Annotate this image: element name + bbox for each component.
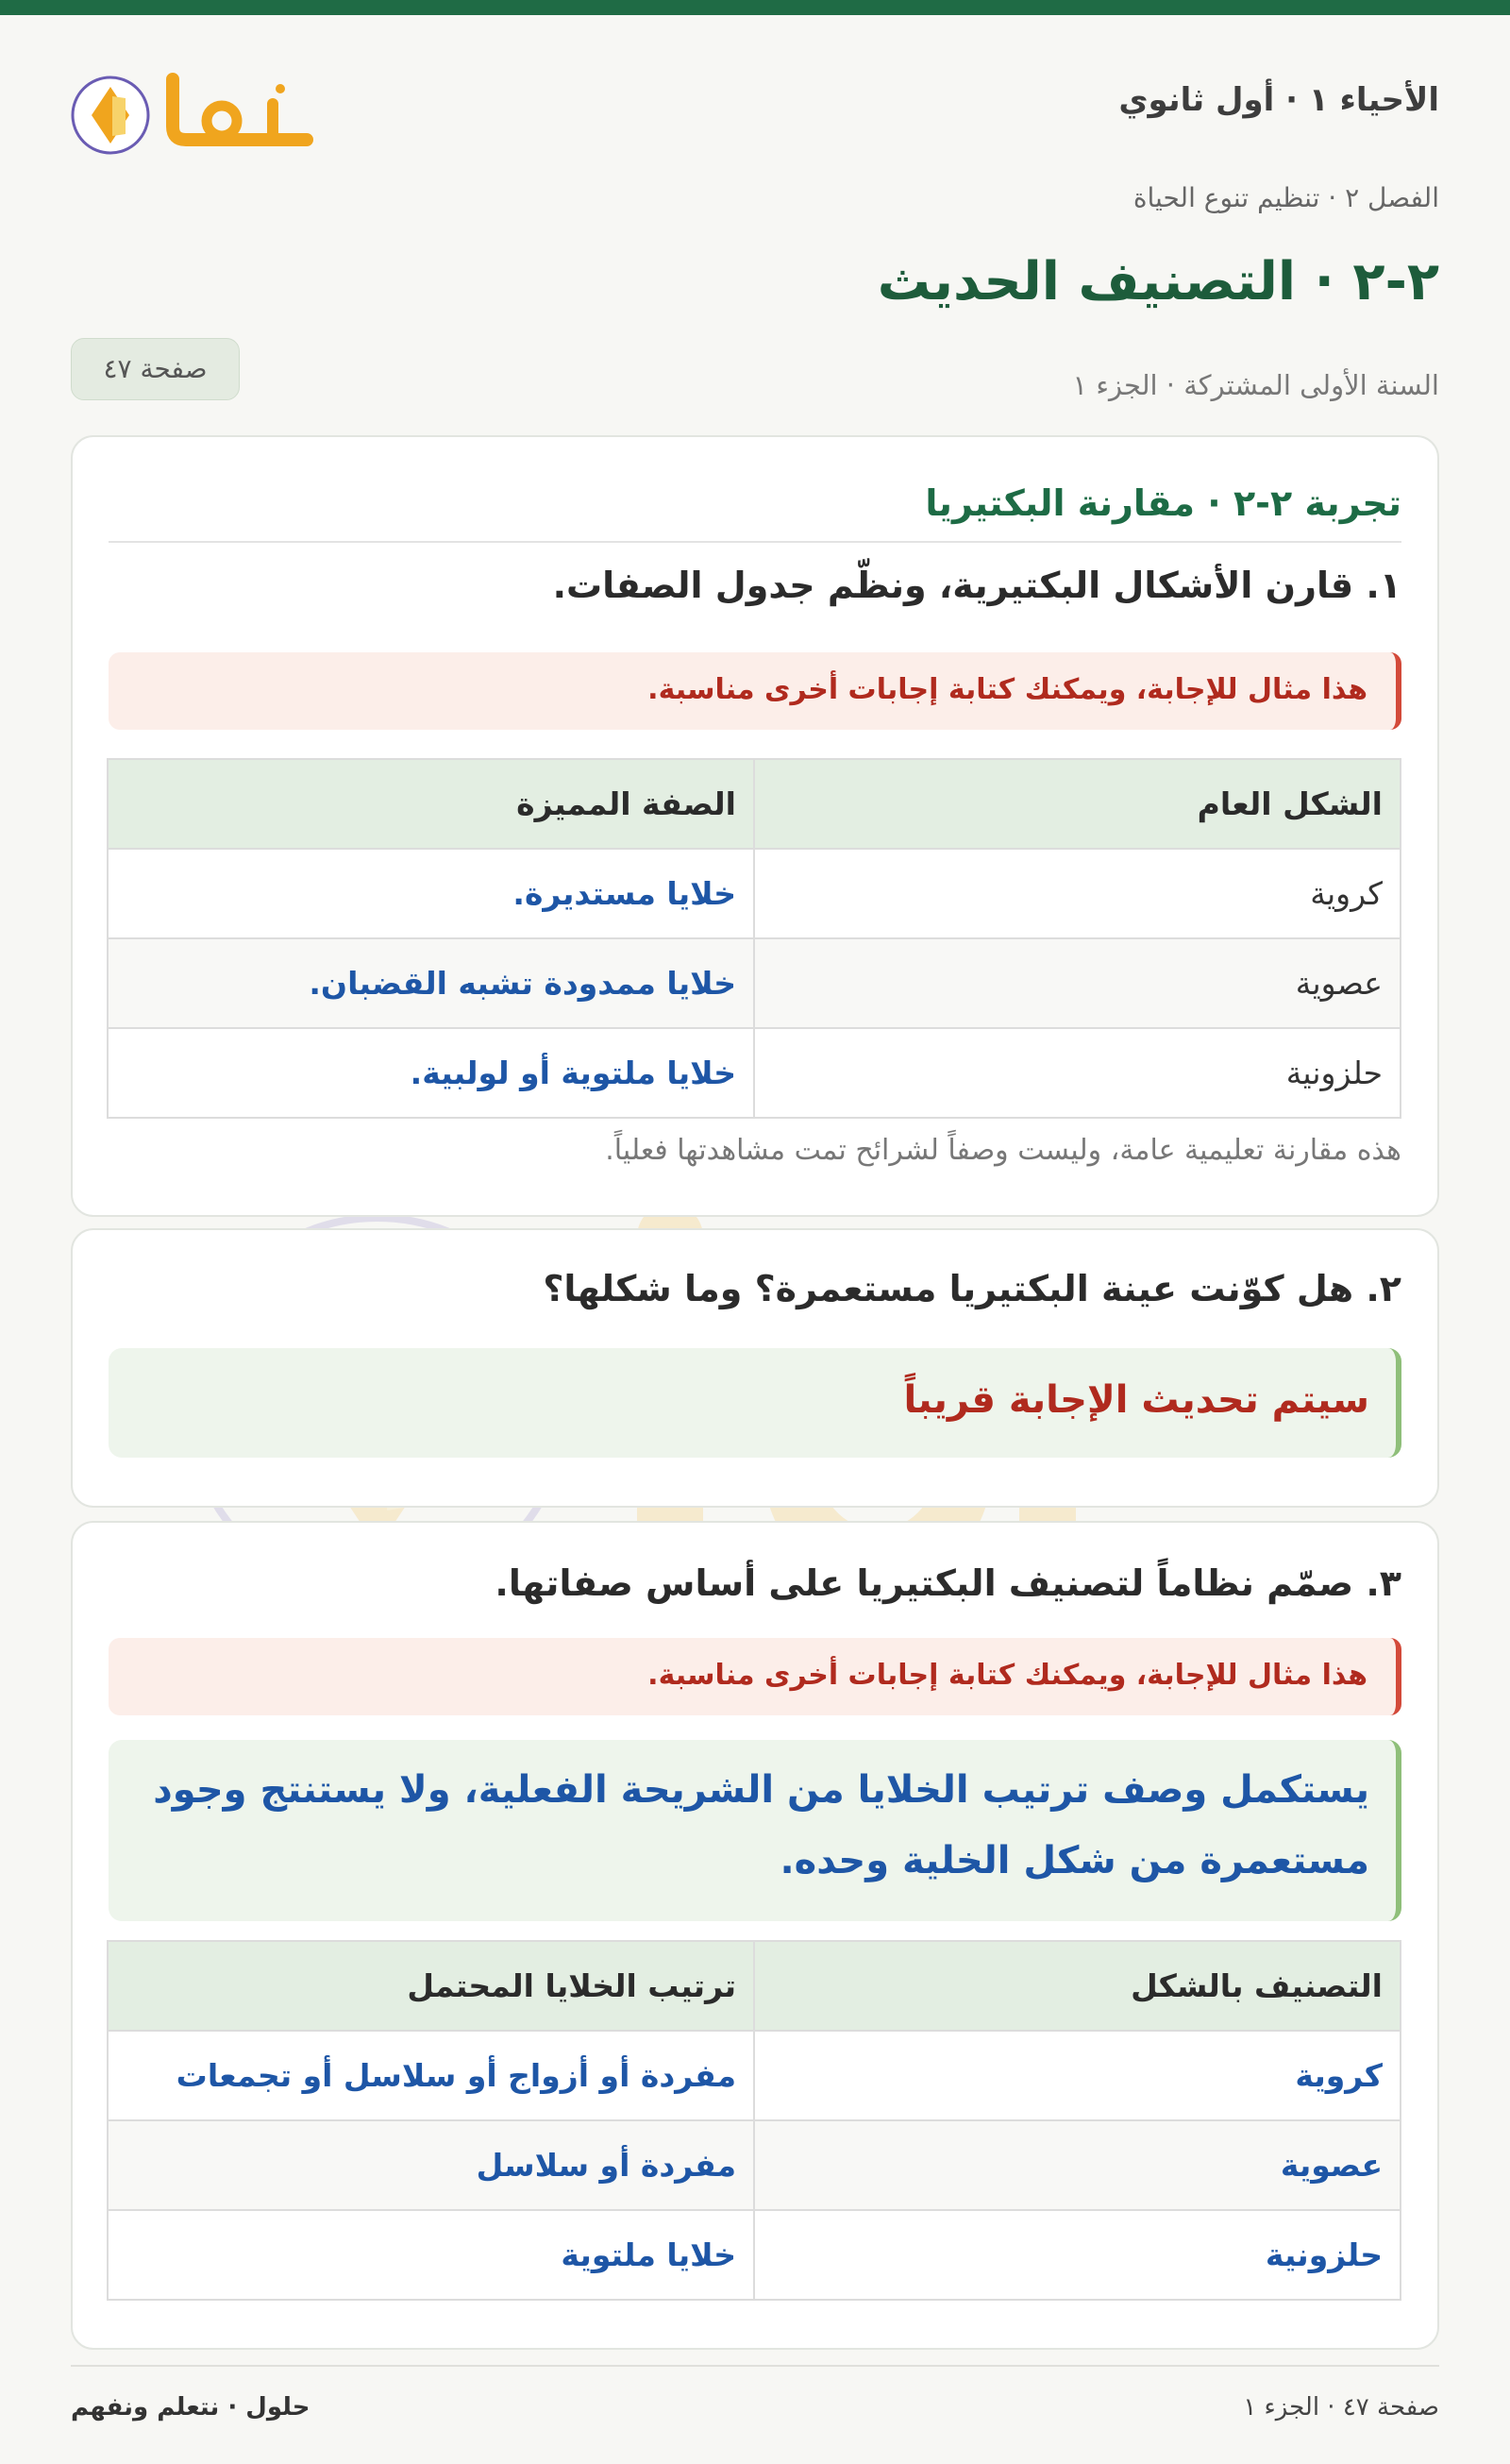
footnote: هذه مقارنة تعليمية عامة، وليست وصفاً لشرائح تمت مشاهدتها فعلياً. [605,1134,1401,1167]
example-note [109,652,1401,730]
lesson-title: ٢-٢ · التصنيف الحديث [877,251,1439,312]
table-row [108,938,1401,1028]
shape-cell: حلزونية [754,1028,1401,1118]
book-meta: السنة الأولى المشتركة · الجزء ١ [1072,369,1439,401]
subject-title: الأحياء ١ · أول ثانوي [1118,81,1439,119]
table-header-row [108,759,1401,849]
table-row [108,2210,1401,2300]
question-1: ١. قارن الأشكال البكتيرية، ونظّم جدول الصفات. [552,565,1401,606]
answer-line: يستكمل وصف ترتيب الخلايا من الشريحة الفعلية، ولا يستنتج وجود [153,1768,1369,1812]
experiment-card [71,435,1439,1217]
brand-logo[interactable] [71,59,326,162]
footer-page: صفحة ٤٧ · الجزء ١ [1243,2393,1439,2422]
example-note [109,1638,1401,1715]
shape-cell: حلزونية [754,2210,1401,2300]
answer-box [109,1740,1401,1921]
table-row [108,1028,1401,1118]
shape-cell: عصوية [754,938,1401,1028]
trait-cell: خلايا ملتوية أو لولبية. [108,1028,754,1118]
column-header: التصنيف بالشكل [754,1941,1401,2031]
arrangement-cell: خلايا ملتوية [108,2210,754,2300]
question-card [71,1521,1439,2350]
traits-table [107,758,1401,1119]
trait-cell: خلايا ممدودة تشبه القضبان. [108,938,754,1028]
trait-cell: خلايا مستديرة. [108,849,754,938]
shape-cell: كروية [754,849,1401,938]
footer-divider [71,2365,1439,2367]
table-header-row [108,1941,1401,2031]
pending-answer: سيتم تحديث الإجابة قريباً [903,1378,1369,1422]
shape-cell: كروية [754,2031,1401,2120]
page-badge: صفحة ٤٧ [71,338,240,400]
column-header: الشكل العام [754,759,1401,849]
question-card [71,1228,1439,1508]
top-accent-bar [0,0,1510,15]
answer-box [109,1348,1401,1458]
table-row [108,849,1401,938]
question-3: ٣. صمّم نظاماً لتصنيف البكتيريا على أساس صفاتها. [495,1562,1401,1604]
classification-table [107,1940,1401,2301]
arrangement-cell: مفردة أو أزواج أو سلاسل أو تجمعات [108,2031,754,2120]
experiment-title: تجربة ٢-٢ · مقارنة البكتيريا [925,482,1401,524]
card-header [109,465,1401,543]
arrangement-cell: مفردة أو سلاسل [108,2120,754,2210]
note-text: هذا مثال للإجابة، ويمكنك كتابة إجابات أخرى مناسبة. [647,1659,1367,1692]
table-row [108,2120,1401,2210]
table-row [108,2031,1401,2120]
question-2: ٢. هل كوّنت عينة البكتيريا مستعمرة؟ وما شكلها؟ [543,1268,1401,1309]
note-text: هذا مثال للإجابة، ويمكنك كتابة إجابات أخرى مناسبة. [647,673,1367,706]
footer-brand: حلول · نتعلم ونفهم [71,2393,310,2422]
column-header: ترتيب الخلايا المحتمل [108,1941,754,2031]
shape-cell: عصوية [754,2120,1401,2210]
chapter-label: الفصل ٢ · تنظيم تنوع الحياة [1132,182,1439,213]
column-header: الصفة المميزة [108,759,754,849]
answer-line: مستعمرة من شكل الخلية وحده. [780,1839,1369,1882]
